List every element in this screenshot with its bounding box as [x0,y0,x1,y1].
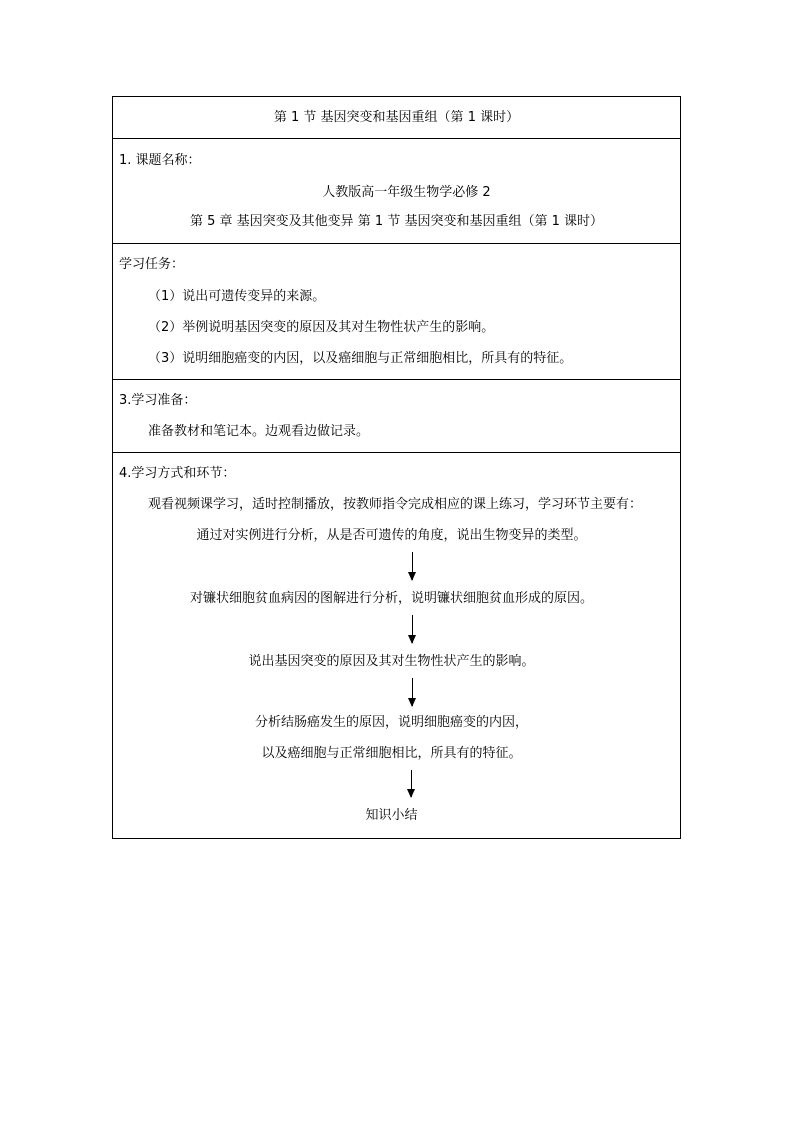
task-item: （3）说明细胞癌变的内因，以及癌细胞与正常细胞相比，所具有的特征。 [148,351,573,366]
arrow-down-icon [411,770,412,797]
flow-step: 以及癌细胞与正常细胞相比，所具有的特征。 [261,746,522,761]
flow-step: 对镰状细胞贫血病因的图解进行分析，说明镰状细胞贫血形成的原因。 [189,591,593,606]
chapter-name: 第 5 章 基因突变及其他变异 第 1 节 基因突变和基因重组（第 1 课时） [190,214,604,229]
row-divider [112,379,681,380]
arrow-down-icon [412,552,413,580]
flow-step-summary: 知识小结 [365,808,418,823]
arrow-down-icon [412,615,413,643]
row-divider [112,243,681,244]
task-item: （1）说出可遗传变异的来源。 [148,289,326,304]
arrow-down-icon [412,678,413,706]
row-divider [112,138,681,139]
task-item: （2）举例说明基因突变的原因及其对生物性状产生的影响。 [148,320,495,335]
flow-step: 分析结肠癌发生的原因，说明细胞癌变的内因， [254,715,528,730]
tasks-heading: 学习任务： [119,257,185,272]
flow-step: 说出基因突变的原因及其对生物性状产生的影响。 [248,654,535,669]
method-intro: 观看视频课学习，适时控制播放，按教师指令完成相应的课上练习，学习环节主要有： [148,497,643,512]
flow-step: 通过对实例进行分析，从是否可遗传的角度，说出生物变异的类型。 [196,528,587,543]
method-heading: 4.学习方式和环节： [119,466,236,481]
textbook-name: 人教版高一年级生物学必修 2 [322,185,491,200]
lesson-title: 第 1 节 基因突变和基因重组（第 1 课时） [273,110,520,125]
row-divider [112,452,681,453]
prep-text: 准备教材和笔记本。边观看边做记录。 [148,424,370,439]
topic-heading: 1. 课题名称： [119,153,201,168]
prep-heading: 3.学习准备： [119,393,197,408]
